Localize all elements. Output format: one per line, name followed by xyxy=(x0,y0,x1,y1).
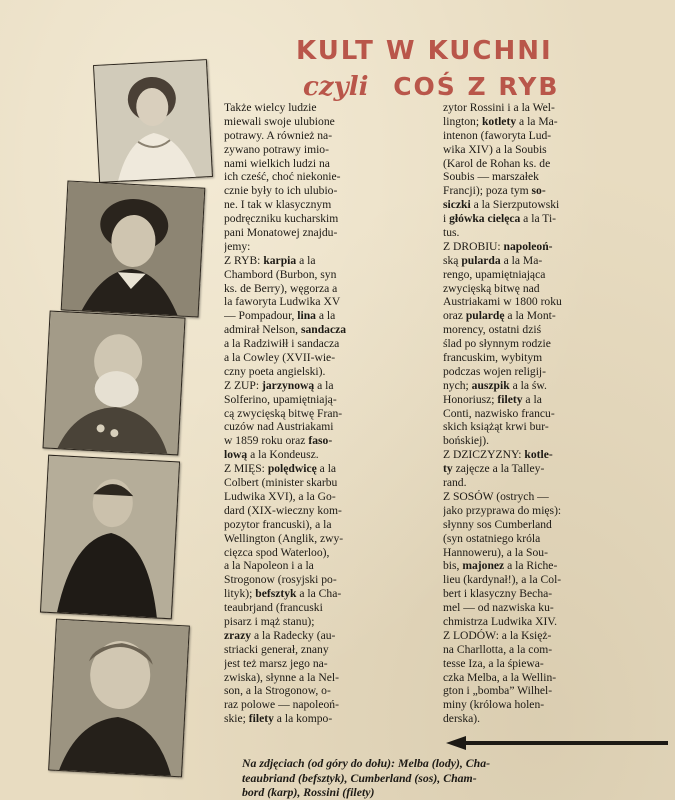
article-line xyxy=(224,546,438,560)
article-text: Chambord (Burbon, syn xyxy=(224,267,337,281)
article-line xyxy=(443,407,655,421)
article-text: a la Ti- xyxy=(520,212,557,226)
article-line xyxy=(224,559,438,573)
article-text: admirał Nelson, xyxy=(224,323,301,337)
article-text: Strogonow (rosyjski po- xyxy=(224,573,337,587)
article-text: son, a la Strogonow, o- xyxy=(224,684,331,698)
article-text: Z RYB: xyxy=(224,253,264,267)
article-text: i xyxy=(443,212,450,226)
article-text: nych; xyxy=(443,378,472,392)
article-text: ne. I tak w klasycznym xyxy=(224,198,332,212)
article-line xyxy=(224,643,438,657)
article-line xyxy=(443,240,655,254)
article-text: cznie były to ich ulubio- xyxy=(224,184,338,198)
article-line xyxy=(224,170,438,184)
article-text: nami wielkich ludzi na xyxy=(224,156,330,170)
article-line xyxy=(443,587,655,601)
article-text: rengo, upamiętniająca xyxy=(443,267,546,281)
article-text: (syn ostatniego króla xyxy=(443,531,541,545)
dish-name: filety xyxy=(497,392,523,406)
caption-line: teaubriand (befsztyk), Cumberland (sos), Cham- xyxy=(242,770,477,785)
article-line xyxy=(443,379,655,393)
article-line xyxy=(224,712,438,726)
article-line xyxy=(443,629,655,643)
article-text: Colbert (minister skarbu xyxy=(224,476,338,490)
article-text: pozytor francuski), a la xyxy=(224,517,332,531)
article-column-right xyxy=(443,101,655,726)
article-line xyxy=(224,101,438,115)
article-text: pisarz i mąż stanu); xyxy=(224,614,315,628)
article-line xyxy=(443,157,655,171)
dish-name: siczki xyxy=(443,198,471,212)
article-line xyxy=(443,226,655,240)
dish-name: befsztyk xyxy=(255,587,297,601)
article-text: jest też marsz jego na- xyxy=(224,656,328,670)
article-text: mel — od nazwiska ku- xyxy=(443,601,554,615)
article-text: w 1859 roku oraz xyxy=(224,434,309,448)
article-line xyxy=(224,490,438,504)
article-line xyxy=(443,323,655,337)
article-text: a la Cowley (XVII-wie- xyxy=(224,351,336,365)
article-line xyxy=(224,420,438,434)
dish-name: kotle- xyxy=(524,448,553,462)
article-text: ślad po słynnym rodzie xyxy=(443,337,551,351)
article-text: intenon (faworyta Lud- xyxy=(443,128,552,142)
article-text: jemy: xyxy=(224,239,251,253)
article-line xyxy=(443,115,655,129)
article-text: dard (XIX-wieczny kom- xyxy=(224,503,342,517)
article-text: a la Kondeusz. xyxy=(247,448,319,462)
article-text: a la xyxy=(522,392,542,406)
article-text: czny poeta angielski). xyxy=(224,364,326,378)
article-line xyxy=(224,351,438,365)
article-line xyxy=(224,115,438,129)
article-line xyxy=(443,490,655,504)
article-text: chmistrza Ludwika XIV. xyxy=(443,614,558,628)
article-text: — Pompadour, xyxy=(224,309,298,323)
article-text: ich cześć, choć niekonie- xyxy=(224,170,341,184)
article-column-left xyxy=(224,101,438,726)
caption-line: Na zdjęciach (od góry do dołu): Melba (lody), Cha- xyxy=(242,756,491,770)
article-line xyxy=(443,198,655,212)
headline-line-1: KULT W KUCHNI xyxy=(296,36,553,66)
dish-name: ty xyxy=(443,462,453,476)
dish-name: pularda xyxy=(461,253,501,267)
article-line xyxy=(224,532,438,546)
article-line xyxy=(224,184,438,198)
article-line xyxy=(224,615,438,629)
article-line xyxy=(224,129,438,143)
article-text: Z LODÓW: a la Księż- xyxy=(443,628,552,642)
article-text: bert i klasyczny Becha- xyxy=(443,587,553,601)
article-text: rand. xyxy=(443,476,467,490)
article-line xyxy=(224,684,438,698)
portrait-chateaubriand-image xyxy=(62,182,205,317)
photo-rossini xyxy=(48,619,190,778)
article-line xyxy=(443,101,655,115)
dish-name: majonez xyxy=(462,559,505,573)
article-line xyxy=(443,365,655,379)
article-line xyxy=(224,573,438,587)
headline-czyli: czyli xyxy=(303,72,369,102)
article-line xyxy=(224,657,438,671)
article-line xyxy=(224,240,438,254)
article-line xyxy=(224,504,438,518)
article-line xyxy=(443,546,655,560)
article-text: cą zwycięską bitwę Fran- xyxy=(224,406,343,420)
article-line xyxy=(224,157,438,171)
article-text: oraz xyxy=(443,309,466,323)
article-text: cięzca spod Waterloo), xyxy=(224,545,330,559)
article-line xyxy=(224,212,438,226)
article-text: a la Radziwiłł i sandacza xyxy=(224,337,340,351)
portrait-melba-image xyxy=(94,60,212,182)
article-line xyxy=(224,629,438,643)
article-line xyxy=(224,268,438,282)
photo-cumberland xyxy=(42,311,185,456)
article-line xyxy=(224,476,438,490)
article-text: a la xyxy=(314,378,334,392)
article-text: jako przyprawa do mięs): xyxy=(443,503,562,517)
article-text: Także wielcy ludzie xyxy=(224,101,317,114)
article-text: na Charllotta, a la com- xyxy=(443,642,553,656)
article-text: Soubis — marszałek xyxy=(443,170,539,184)
article-text: a la xyxy=(296,253,316,267)
article-line xyxy=(443,573,655,587)
article-text: a la Cha- xyxy=(296,587,342,601)
dish-name: napoleoń- xyxy=(503,239,553,253)
article-text: a la Riche- xyxy=(504,559,558,573)
article-text: (Karol de Rohan ks. de xyxy=(443,156,551,170)
article-text: morency, ostatni dziś xyxy=(443,323,542,337)
article-text: podczas wojen religij- xyxy=(443,364,547,378)
article-line xyxy=(443,170,655,184)
article-text: słynny sos Cumberland xyxy=(443,517,552,531)
article-line xyxy=(224,282,438,296)
article-line xyxy=(443,393,655,407)
caption-line: bord (karp), Rossini (filety) xyxy=(242,785,375,799)
article-line xyxy=(443,337,655,351)
article-line xyxy=(443,184,655,198)
article-line xyxy=(224,323,438,337)
article-text: francuskim, wybitym xyxy=(443,351,543,365)
article-line xyxy=(224,698,438,712)
article-line xyxy=(443,615,655,629)
article-line xyxy=(443,601,655,615)
dish-name: jarzynową xyxy=(262,378,315,392)
article-line xyxy=(443,420,655,434)
article-line xyxy=(224,434,438,448)
article-line xyxy=(443,518,655,532)
photo-caption xyxy=(242,756,660,800)
photo-melba xyxy=(93,59,213,183)
article-line xyxy=(443,448,655,462)
article-text: raz polowe — napoleoń- xyxy=(224,698,339,712)
headline-line-2 xyxy=(303,72,559,102)
dish-name: faso- xyxy=(308,434,333,448)
article-line xyxy=(224,407,438,421)
article-text: a la Sierzputowski xyxy=(470,198,560,212)
photo-chateaubriand xyxy=(61,180,206,317)
article-text: bis, xyxy=(443,559,463,573)
dish-name: sandacza xyxy=(300,323,347,337)
dish-name: so- xyxy=(531,184,546,198)
article-line xyxy=(443,309,655,323)
article-line xyxy=(443,643,655,657)
dish-name: główka cielęca xyxy=(449,212,521,226)
article-text: zywano potrawy imio- xyxy=(224,142,329,156)
article-line xyxy=(224,587,438,601)
article-line xyxy=(443,295,655,309)
article-line xyxy=(224,365,438,379)
article-text: Z DROBIU: xyxy=(443,239,504,253)
article-text: zajęcze a la Talley- xyxy=(452,462,545,476)
article-line xyxy=(224,448,438,462)
article-text: miny (królowa holen- xyxy=(443,698,545,712)
article-text: ską xyxy=(443,253,462,267)
article-text: zwycięską bitwę nad xyxy=(443,281,540,295)
article-text: wika XIV) a la Soubis xyxy=(443,142,547,156)
article-text: Z MIĘS: xyxy=(224,462,268,476)
article-line xyxy=(224,295,438,309)
article-line xyxy=(443,671,655,685)
article-line xyxy=(224,198,438,212)
article-line xyxy=(224,226,438,240)
article-text: zytor Rossini i a la Wel- xyxy=(443,101,555,114)
article-text: Hannoweru), a la Sou- xyxy=(443,545,548,559)
article-text: pani Monatowej znajdu- xyxy=(224,226,338,240)
article-line xyxy=(443,657,655,671)
portrait-cumberland-image xyxy=(44,312,185,455)
article-text: Wellington (Anglik, zwy- xyxy=(224,531,344,545)
article-line xyxy=(443,476,655,490)
article-text: Ludwika XVI), a la Go- xyxy=(224,489,336,503)
article-line xyxy=(443,282,655,296)
article-text: Z DZICZYZNY: xyxy=(443,448,525,462)
article-text: skie; xyxy=(224,712,249,726)
article-text: derska). xyxy=(443,712,481,726)
article-line xyxy=(224,143,438,157)
dish-name: lina xyxy=(297,309,316,323)
article-text: a la xyxy=(315,309,336,323)
article-text: cuzów nad Austriakami xyxy=(224,420,334,434)
article-line xyxy=(224,671,438,685)
article-line xyxy=(443,129,655,143)
portrait-rossini-image xyxy=(49,620,189,777)
article-line xyxy=(443,351,655,365)
dish-name: polędwicę xyxy=(267,462,317,476)
article-line xyxy=(443,434,655,448)
article-text: Austriakami w 1800 roku xyxy=(443,295,562,309)
article-line xyxy=(224,518,438,532)
article-text: tesse Iza, a la śpiewa- xyxy=(443,656,544,670)
article-line xyxy=(224,601,438,615)
article-text: teaubrjand (francuski xyxy=(224,601,323,615)
article-text: a la kompo- xyxy=(273,712,333,726)
article-text: a la Ma- xyxy=(516,114,558,128)
article-line xyxy=(224,393,438,407)
portrait-chambord-image xyxy=(41,456,179,619)
article-text: a la św. xyxy=(509,378,547,392)
article-line xyxy=(443,532,655,546)
headline-subtitle: COŚ Z RYB xyxy=(393,72,560,101)
article-text: la faworyta Ludwika XV xyxy=(224,295,341,309)
dish-name: karpia xyxy=(263,253,297,267)
article-text: a la Mont- xyxy=(504,309,556,323)
article-text: lityk); xyxy=(224,587,256,601)
article-text: Z ZUP: xyxy=(224,378,263,392)
article-line xyxy=(443,143,655,157)
article-text: podręczniku kucharskim xyxy=(224,212,339,226)
article-line xyxy=(224,309,438,323)
article-text: zwiska), słynne a la Nel- xyxy=(224,670,339,684)
article-line xyxy=(443,504,655,518)
article-text: a la Ma- xyxy=(500,253,543,267)
article-line xyxy=(443,268,655,282)
article-line xyxy=(224,379,438,393)
article-text: Honoriusz; xyxy=(443,392,498,406)
article-text: Conti, nazwisko francu- xyxy=(443,406,555,420)
article-text: czka Melba, a la Wellin- xyxy=(443,670,557,684)
arrow-left-icon xyxy=(446,736,668,750)
article-text: tus. xyxy=(443,226,460,240)
article-text: lieu (kardynał!), a la Col- xyxy=(443,573,562,587)
article-line xyxy=(224,254,438,268)
article-text: a la Radecky (au- xyxy=(251,628,336,642)
article-text: Z SOSÓW (ostrych — xyxy=(443,489,549,503)
article-text: bońskiej). xyxy=(443,434,490,448)
article-line xyxy=(443,254,655,268)
article-line xyxy=(443,559,655,573)
dish-name: zrazy xyxy=(224,628,252,642)
dish-name: pulardę xyxy=(465,309,505,323)
dish-name: filety xyxy=(248,712,274,726)
article-text: skich książąt krwi bur- xyxy=(443,420,549,434)
article-text: potrawy. A również na- xyxy=(224,128,333,142)
article-text: lington; xyxy=(443,114,482,128)
article-line xyxy=(443,684,655,698)
photo-chambord xyxy=(40,455,180,620)
article-text: Solferino, upamiętniają- xyxy=(224,392,337,406)
dish-name: kotlety xyxy=(481,114,517,128)
article-text: a la Napoleon i a la xyxy=(224,559,314,573)
article-line xyxy=(224,462,438,476)
article-line xyxy=(443,698,655,712)
article-text: miewali swoje ulubione xyxy=(224,114,335,128)
article-line xyxy=(443,212,655,226)
article-text: striacki generał, znany xyxy=(224,642,329,656)
article-text: ks. de Berry), węgorza a xyxy=(224,281,338,295)
article-line xyxy=(224,337,438,351)
article-line xyxy=(443,712,655,726)
article-text: a la xyxy=(316,462,337,476)
dish-name: lową xyxy=(224,448,248,462)
article-text: gton i „bomba” Wilhel- xyxy=(443,684,553,698)
article-text: Francji); poza tym xyxy=(443,184,532,198)
article-line xyxy=(443,462,655,476)
dish-name: auszpik xyxy=(471,378,510,392)
